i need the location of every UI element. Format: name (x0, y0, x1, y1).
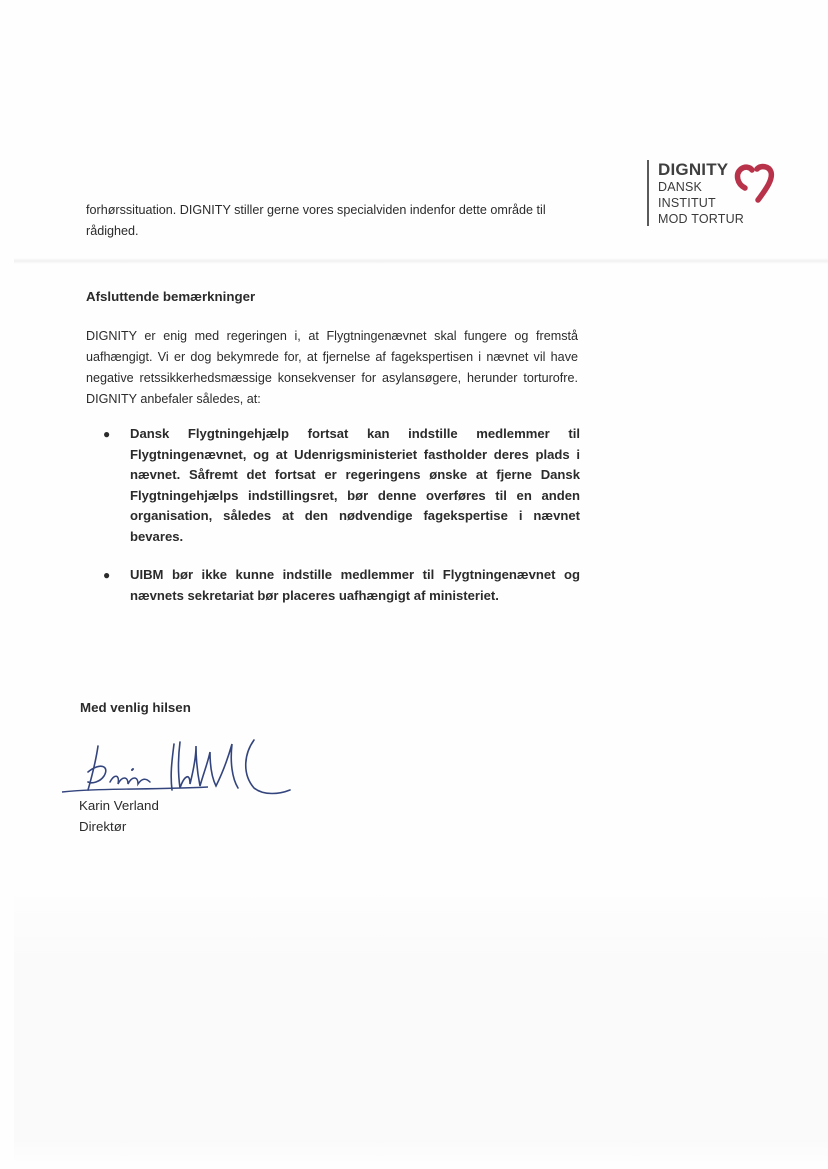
closing-greeting: Med venlig hilsen (80, 700, 191, 715)
signer-title: Direktør (79, 819, 127, 834)
scan-shading (14, 885, 828, 1165)
section-heading: Afsluttende bemærkninger (86, 289, 256, 304)
signer-name: Karin Verland (79, 798, 159, 813)
bullet-icon: ● (103, 427, 111, 441)
logo-name: DIGNITY (658, 160, 729, 179)
list-item-text: Dansk Flygtningehjælp fortsat kan indstille medlemmer til Flygtningenævnet, og at Udenrigsministeriet fastholder deres plads i nævnet. Såfremt det fortsat er regeringens ønske at fjerne Dansk Flygtningehjælps indstillingsret, bør denne overføres til en anden organisation, således at den nødvendige fagekspertise i nævnet bevares. (130, 426, 580, 544)
heart-icon (731, 160, 777, 208)
bullet-icon: ● (103, 568, 111, 582)
scan-band (14, 258, 828, 264)
logo-line-institut: INSTITUT (658, 196, 716, 210)
list-item (100, 565, 580, 606)
recommendation-list (100, 424, 580, 624)
list-item-text: UIBM bør ikke kunne indstille medlemmer til Flygtningenævnet og nævnets sekretariat bør placeres uafhængigt af ministeriet. (130, 567, 580, 603)
intro-paragraph: forhørssituation. DIGNITY stiller gerne vores specialviden indenfor dette område til rådighed. (86, 203, 546, 238)
dignity-logo (647, 158, 797, 230)
logo-line-dansk: DANSK (658, 180, 703, 194)
section-paragraph: DIGNITY er enig med regeringen i, at Flygtningenævnet skal fungere og fremstå uafhængigt. Vi er dog bekymrede for, at fjernelse af fagekspertisen i nævnet vil have negative retssikkerhedsmæssige konsekvenser for asylansøgere, herunder torturofre. DIGNITY anbefaler således, at: (86, 329, 578, 406)
logo-divider (647, 160, 649, 226)
logo-line-mod-tortur: MOD TORTUR (658, 212, 745, 226)
list-item (100, 424, 580, 547)
signature-image (58, 732, 298, 802)
